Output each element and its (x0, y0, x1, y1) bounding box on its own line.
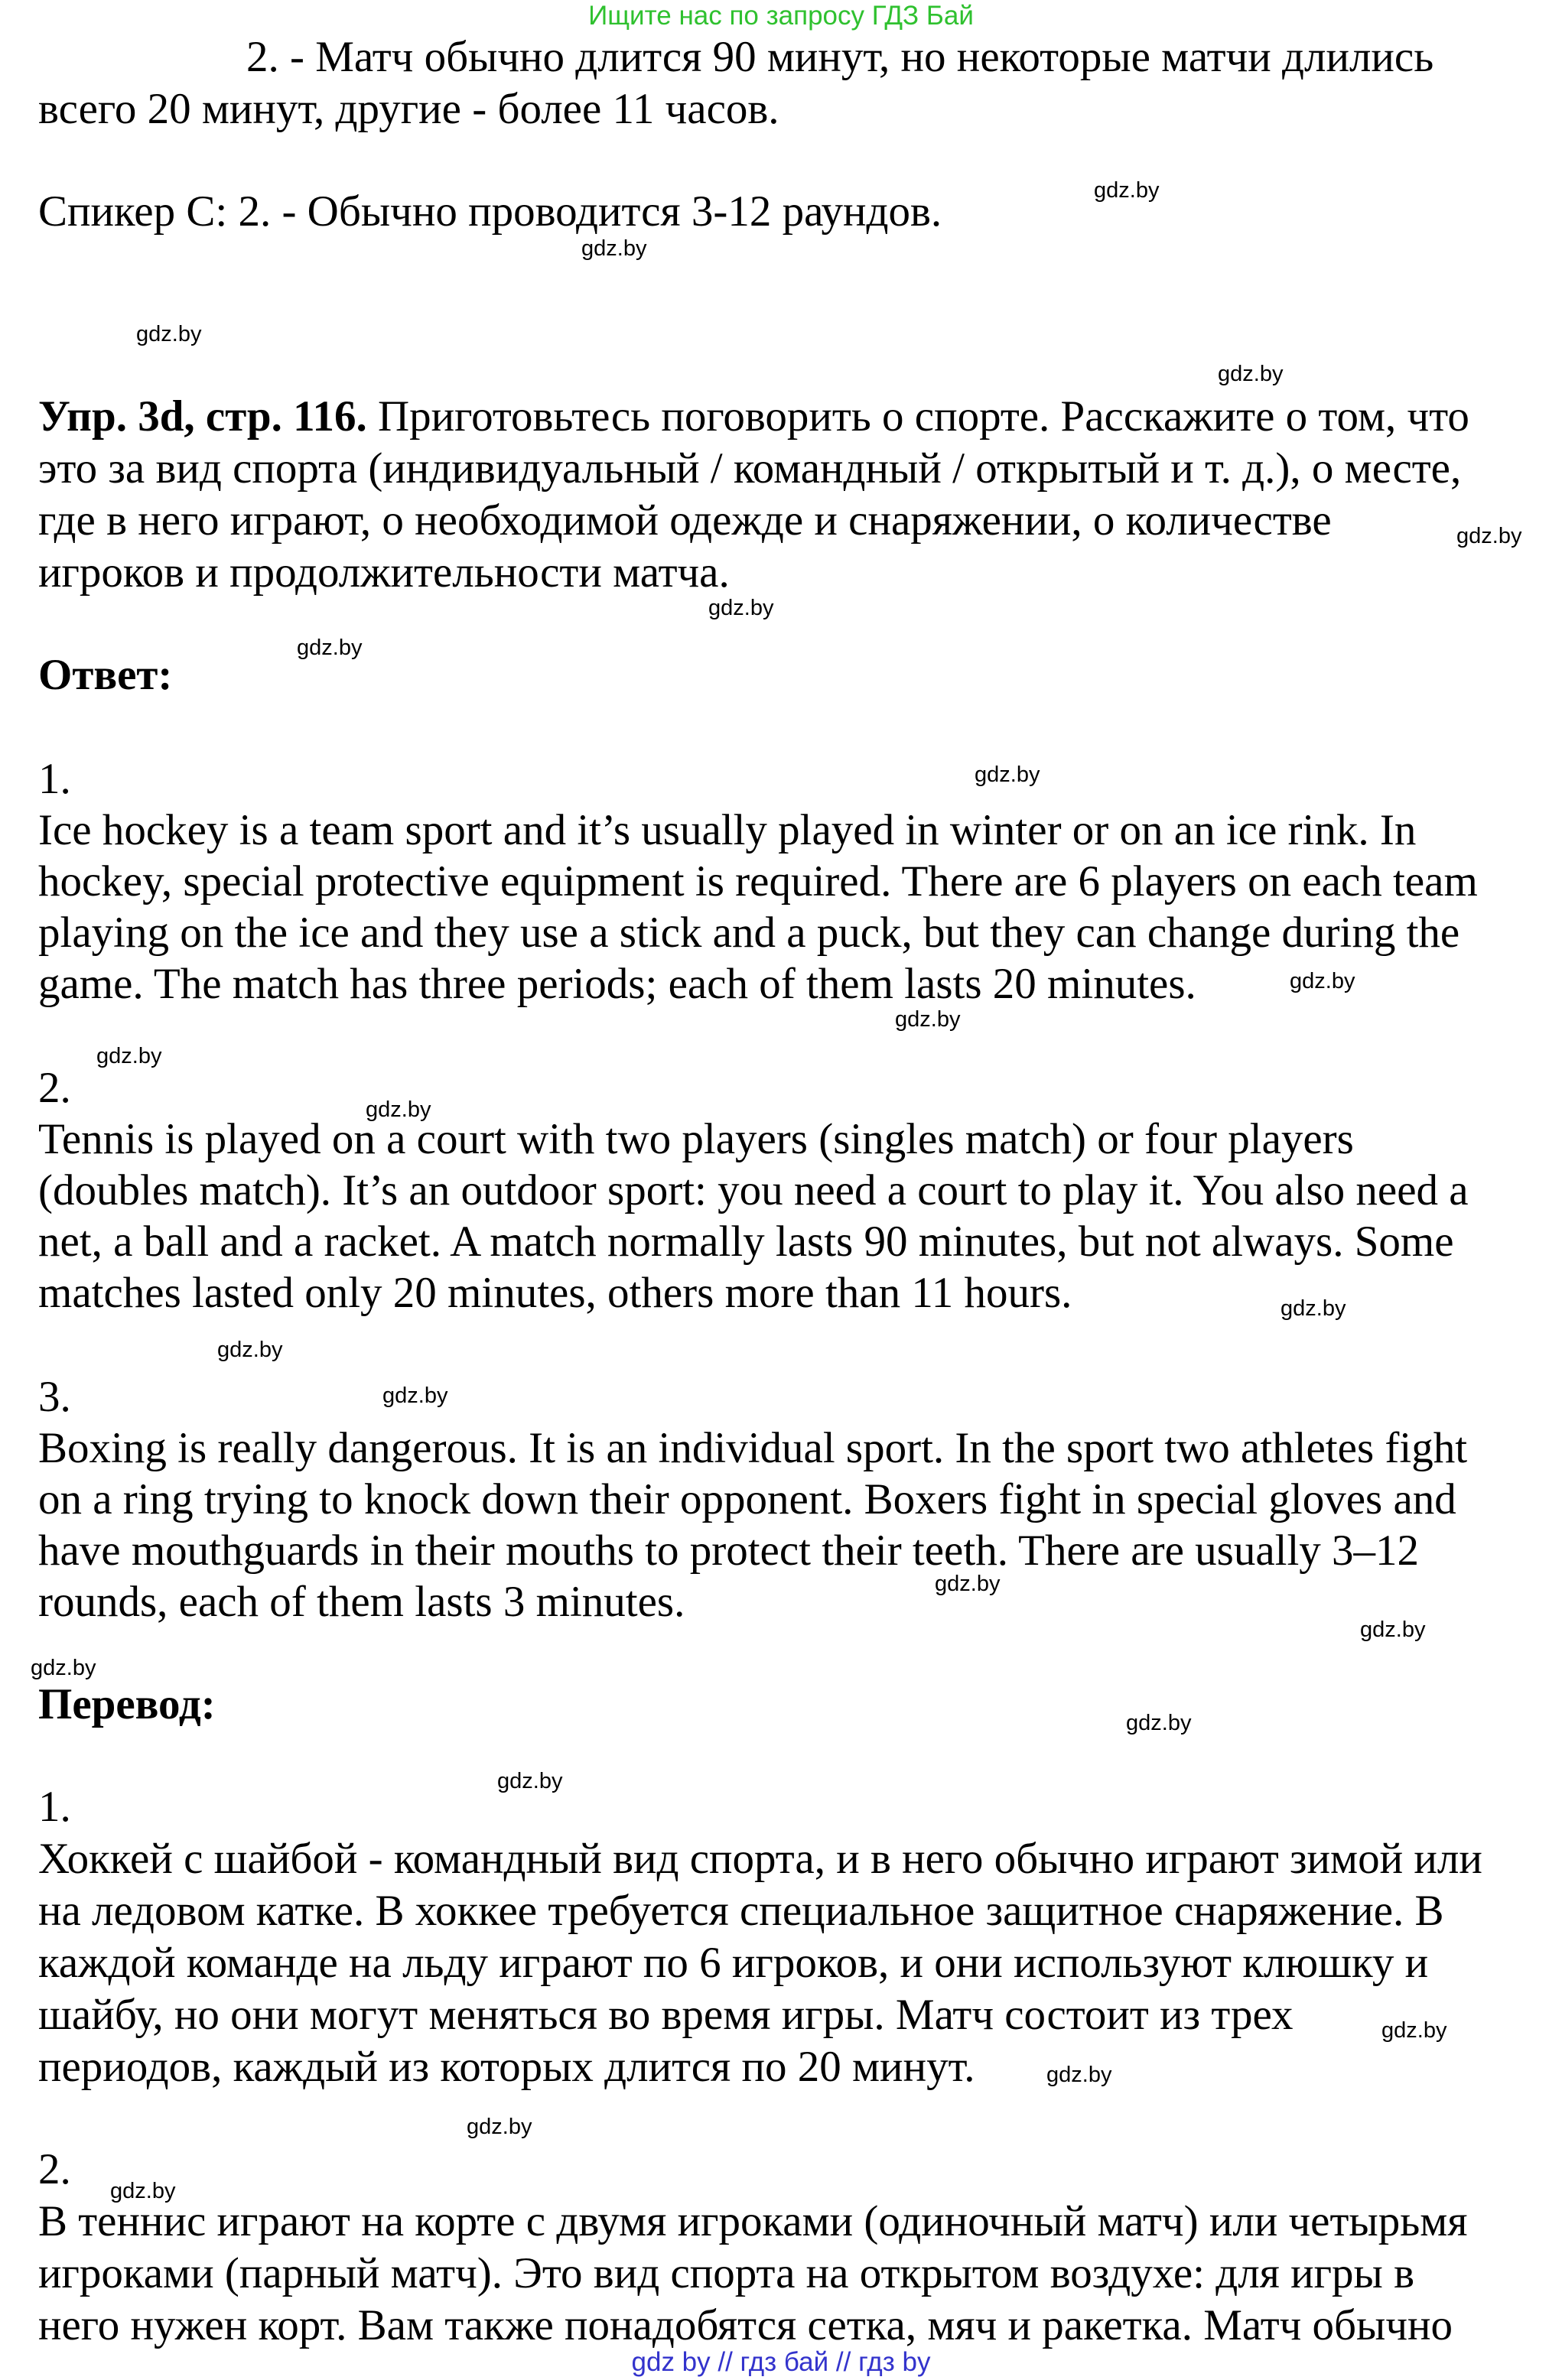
watermark: gdz.by (297, 636, 363, 660)
answer-number-2: 2. (38, 1064, 71, 1112)
answer-2-line: Tennis is played on a court with two players (singles match) or four players (38, 1115, 1354, 1163)
answer-1-line: Ice hockey is a team sport and it’s usually played in winter or on an ice rink. In (38, 806, 1417, 854)
exercise-line-2: это за вид спорта (индивидуальный / командный / открытый и т. д.), о месте, (38, 444, 1462, 493)
watermark: gdz.by (217, 1338, 283, 1362)
bottom-banner: gdz by // гдз бай // гдз by (631, 2347, 931, 2377)
intro-line-1: 2. - Матч обычно длится 90 минут, но некоторые матчи длились (246, 33, 1434, 81)
translation-2-line: игроками (парный матч). Это вид спорта на открытом воздухе: для игры в (38, 2249, 1414, 2297)
answer-2-line: matches lasted only 20 minutes, others more than 11 hours. (38, 1269, 1072, 1317)
translation-number-1: 1. (38, 1783, 71, 1831)
watermark: gdz.by (110, 2179, 176, 2203)
answer-heading: Ответ: (38, 651, 173, 699)
watermark: gdz.by (1360, 1618, 1426, 1642)
intro-line-2: всего 20 минут, другие - более 11 часов. (38, 85, 779, 133)
exercise-line-1 (38, 392, 1469, 442)
watermark: gdz.by (1094, 178, 1160, 203)
exercise-line-3: где в него играют, о необходимой одежде и снаряжении, о количестве (38, 496, 1332, 545)
watermark: gdz.by (382, 1383, 448, 1408)
watermark: gdz.by (366, 1097, 431, 1122)
watermark: gdz.by (935, 1572, 1001, 1596)
watermark: gdz.by (895, 1007, 961, 1032)
translation-heading: Перевод: (38, 1680, 216, 1728)
answer-1-line: game. The match has three periods; each of them lasts 20 minutes. (38, 960, 1196, 1008)
answer-1-line: hockey, special protective equipment is required. There are 6 players on each team (38, 857, 1478, 906)
translation-1-line: на ледовом катке. В хоккее требуется специальное защитное снаряжение. В (38, 1887, 1444, 1935)
top-banner: Ищите нас по запросу ГДЗ Бай (588, 1, 974, 31)
watermark: gdz.by (1381, 2018, 1447, 2043)
exercise-line-4: игроков и продолжительности матча. (38, 548, 730, 597)
watermark: gdz.by (708, 596, 774, 620)
answer-number-1: 1. (38, 755, 71, 803)
translation-1-line: Хоккей с шайбой - командный вид спорта, и в него обычно играют зимой или (38, 1835, 1482, 1883)
answer-2-line: (doubles match). It’s an outdoor sport: you need a court to play it. You also need a (38, 1166, 1469, 1214)
translation-1-line: каждой команде на льду играют по 6 игроков, и они используют клюшку и (38, 1939, 1429, 1987)
watermark: gdz.by (1218, 362, 1284, 386)
watermark: gdz.by (497, 1769, 563, 1793)
translation-2-line: него нужен корт. Вам также понадобятся сетка, мяч и ракетка. Матч обычно (38, 2301, 1453, 2349)
answer-3-line: have mouthguards in their mouths to protect their teeth. There are usually 3–12 (38, 1527, 1420, 1575)
translation-1-line: периодов, каждый из которых длится по 20 минут. (38, 2043, 975, 2091)
exercise-text: Приготовьтесь поговорить о спорте. Расскажите о том, что (377, 392, 1469, 441)
watermark: gdz.by (96, 1044, 162, 1068)
watermark: gdz.by (1290, 969, 1355, 993)
answer-3-line: on a ring trying to knock down their opponent. Boxers fight in special gloves and (38, 1475, 1456, 1523)
answer-2-line: net, a ball and a racket. A match normally lasts 90 minutes, but not always. Some (38, 1218, 1454, 1266)
translation-1-line: шайбу, но они могут меняться во время игры. Матч состоит из трех (38, 1991, 1294, 2039)
watermark: gdz.by (136, 322, 202, 346)
answer-3-line: rounds, each of them lasts 3 minutes. (38, 1578, 685, 1626)
watermark: gdz.by (31, 1656, 96, 1680)
watermark: gdz.by (1126, 1711, 1192, 1735)
speaker-c-line: Спикер С: 2. - Обычно проводится 3-12 раундов. (38, 187, 942, 236)
watermark: gdz.by (467, 2115, 532, 2139)
translation-number-2: 2. (38, 2145, 71, 2193)
exercise-label: Упр. 3d, стр. 116. (38, 392, 367, 441)
watermark: gdz.by (1456, 524, 1522, 548)
watermark: gdz.by (581, 236, 647, 261)
watermark: gdz.by (1046, 2063, 1112, 2087)
watermark: gdz.by (1281, 1296, 1346, 1321)
answer-1-line: playing on the ice and they use a stick and a puck, but they can change during the (38, 909, 1460, 957)
answer-number-3: 3. (38, 1373, 71, 1421)
answer-3-line: Boxing is really dangerous. It is an individual sport. In the sport two athletes fight (38, 1424, 1468, 1472)
watermark: gdz.by (975, 762, 1040, 787)
translation-2-line: В теннис играют на корте с двумя игроками (одиночный матч) или четырьмя (38, 2197, 1468, 2245)
